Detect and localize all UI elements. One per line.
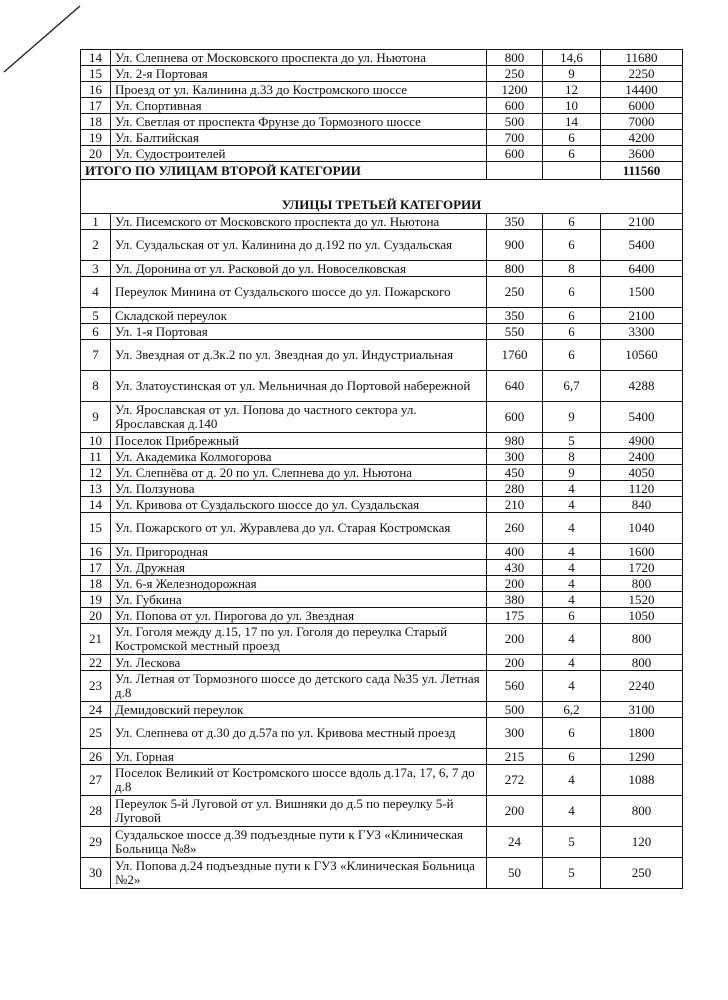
area-value: 6000 [601,98,683,114]
width-value: 4 [543,796,601,827]
total-row [81,162,683,180]
area-value: 2100 [601,308,683,324]
table-row [81,624,683,655]
street-name: Ул. Академика Колмогорова [111,449,487,465]
width-value: 6 [543,749,601,765]
width-value: 4 [543,481,601,497]
row-number: 2 [81,230,111,261]
table-row [81,82,683,98]
street-name: Ул. Попова д.24 подъездные пути к ГУЗ «Клиническая Больница №2» [111,858,487,889]
area-value: 1120 [601,481,683,497]
area-value: 2250 [601,66,683,82]
total-label: ИТОГО ПО УЛИЦАМ ВТОРОЙ КАТЕГОРИИ [81,162,487,180]
street-name: Переулок Минина от Суздальского шоссе до ул. Пожарского [111,277,487,308]
length-value: 600 [487,402,543,433]
length-value: 200 [487,624,543,655]
row-number: 14 [81,497,111,513]
row-number: 25 [81,718,111,749]
row-number: 18 [81,114,111,130]
street-name: Ул. Кривова от Суздальского шоссе до ул. Суздальская [111,497,487,513]
length-value: 1200 [487,82,543,98]
street-name: Ул. Златоустинская от ул. Мельничная до Портовой набережной [111,371,487,402]
total-value: 111560 [601,162,683,180]
row-number: 10 [81,433,111,449]
row-number: 20 [81,146,111,162]
area-value: 800 [601,576,683,592]
street-name: Поселок Прибрежный [111,433,487,449]
table-row [81,371,683,402]
width-value: 8 [543,449,601,465]
row-number: 8 [81,371,111,402]
area-value: 800 [601,624,683,655]
street-name: Переулок 5-й Луговой от ул. Вишняки до д.5 по переулку 5-й Луговой [111,796,487,827]
length-value: 350 [487,308,543,324]
street-name: Ул. 1-я Портовая [111,324,487,340]
width-value: 4 [543,576,601,592]
table-row [81,608,683,624]
width-value: 4 [543,592,601,608]
width-value: 14 [543,114,601,130]
table-row [81,465,683,481]
length-value: 272 [487,765,543,796]
width-value: 9 [543,465,601,481]
street-name: Ул. Слепнева от д.30 до д.57а по ул. Кривова местный проезд [111,718,487,749]
table-row [81,576,683,592]
row-number: 14 [81,50,111,66]
table-row [81,230,683,261]
area-value: 4900 [601,433,683,449]
width-value: 8 [543,261,601,277]
length-value: 50 [487,858,543,889]
length-value: 600 [487,146,543,162]
row-number: 11 [81,449,111,465]
width-value: 14,6 [543,50,601,66]
area-value: 250 [601,858,683,889]
length-value: 640 [487,371,543,402]
width-value: 6 [543,130,601,146]
width-value: 4 [543,671,601,702]
row-number: 24 [81,702,111,718]
second-category-rows [81,50,683,162]
streets-table [80,49,683,889]
section-title: УЛИЦЫ ТРЕТЬЕЙ КАТЕГОРИИ [81,180,683,214]
width-value: 6 [543,608,601,624]
length-value: 175 [487,608,543,624]
width-value: 9 [543,66,601,82]
row-number: 15 [81,66,111,82]
row-number: 4 [81,277,111,308]
street-name: Ул. Звездная от д.3к.2 по ул. Звездная до ул. Индустриальная [111,340,487,371]
width-value: 4 [543,497,601,513]
street-name: Ул. 2-я Портовая [111,66,487,82]
street-name: Демидовский переулок [111,702,487,718]
street-name: Проезд от ул. Калинина д.33 до Костромского шоссе [111,82,487,98]
length-value: 800 [487,50,543,66]
row-number: 20 [81,608,111,624]
street-name: Ул. Пригородная [111,544,487,560]
length-value: 900 [487,230,543,261]
width-value: 4 [543,765,601,796]
table-row [81,146,683,162]
area-value: 1040 [601,513,683,544]
width-value: 4 [543,513,601,544]
second-category-total [81,162,683,214]
area-value: 7000 [601,114,683,130]
table-row [81,214,683,230]
area-value: 3300 [601,324,683,340]
length-value: 550 [487,324,543,340]
width-value: 6,7 [543,371,601,402]
length-value: 560 [487,671,543,702]
row-number: 29 [81,827,111,858]
street-name: Ул. Ярославская от ул. Попова до частного сектора ул. Ярославская д.140 [111,402,487,433]
table-row [81,98,683,114]
table-row [81,827,683,858]
row-number: 27 [81,765,111,796]
area-value: 800 [601,796,683,827]
area-value: 840 [601,497,683,513]
street-name: Ул. Слепнева от Московского проспекта до ул. Ньютона [111,50,487,66]
street-name: Ул. Спортивная [111,98,487,114]
street-name: Ул. Гоголя между д.15, 17 по ул. Гоголя до переулка Старый Костромской местный проезд [111,624,487,655]
street-name: Ул. Судостроителей [111,146,487,162]
area-value: 6400 [601,261,683,277]
row-number: 23 [81,671,111,702]
section-header-row [81,180,683,214]
width-value: 6,2 [543,702,601,718]
length-value: 260 [487,513,543,544]
street-name: Ул. Светлая от проспекта Фрунзе до Тормозного шоссе [111,114,487,130]
table-row [81,592,683,608]
table-row [81,308,683,324]
row-number: 16 [81,82,111,98]
street-name: Складской переулок [111,308,487,324]
row-number: 26 [81,749,111,765]
area-value: 1520 [601,592,683,608]
area-value: 1800 [601,718,683,749]
street-name: Ул. Писемского от Московского проспекта до ул. Ньютона [111,214,487,230]
table-row [81,765,683,796]
table-row [81,50,683,66]
length-value: 200 [487,796,543,827]
street-name: Ул. Попова от ул. Пирогова до ул. Звездная [111,608,487,624]
street-name: Ул. Слепнёва от д. 20 по ул. Слепнева до ул. Ньютона [111,465,487,481]
area-value: 1088 [601,765,683,796]
table-row [81,702,683,718]
row-number: 5 [81,308,111,324]
width-value: 4 [543,624,601,655]
length-value: 500 [487,702,543,718]
width-value: 5 [543,827,601,858]
length-value: 280 [487,481,543,497]
width-value: 6 [543,277,601,308]
area-value: 14400 [601,82,683,98]
width-value: 9 [543,402,601,433]
street-name: Ул. Лескова [111,655,487,671]
row-number: 17 [81,98,111,114]
area-value: 1600 [601,544,683,560]
table-row [81,277,683,308]
length-value: 200 [487,655,543,671]
row-number: 3 [81,261,111,277]
width-value: 6 [543,146,601,162]
total-empty-cell [487,162,543,180]
length-value: 500 [487,114,543,130]
length-value: 980 [487,433,543,449]
area-value: 120 [601,827,683,858]
width-value: 5 [543,858,601,889]
length-value: 800 [487,261,543,277]
area-value: 5400 [601,230,683,261]
width-value: 10 [543,98,601,114]
table-row [81,402,683,433]
area-value: 4200 [601,130,683,146]
total-empty-cell [543,162,601,180]
pen-stroke-mark [0,0,90,80]
table-row [81,114,683,130]
area-value: 1500 [601,277,683,308]
length-value: 380 [487,592,543,608]
street-name: Ул. Суздальская от ул. Калинина до д.192 по ул. Суздальская [111,230,487,261]
table-row [81,340,683,371]
third-category-rows [81,214,683,889]
width-value: 6 [543,230,601,261]
width-value: 6 [543,308,601,324]
row-number: 28 [81,796,111,827]
street-name: Ул. Летная от Тормозного шоссе до детского сада №35 ул. Летная д.8 [111,671,487,702]
table-row [81,261,683,277]
area-value: 2400 [601,449,683,465]
street-name: Ул. Балтийская [111,130,487,146]
length-value: 1760 [487,340,543,371]
table-row [81,513,683,544]
length-value: 430 [487,560,543,576]
length-value: 215 [487,749,543,765]
row-number: 19 [81,592,111,608]
row-number: 21 [81,624,111,655]
length-value: 250 [487,66,543,82]
width-value: 5 [543,433,601,449]
width-value: 4 [543,560,601,576]
row-number: 30 [81,858,111,889]
area-value: 2100 [601,214,683,230]
table-row [81,796,683,827]
length-value: 700 [487,130,543,146]
width-value: 12 [543,82,601,98]
row-number: 16 [81,544,111,560]
row-number: 18 [81,576,111,592]
area-value: 5400 [601,402,683,433]
table-row [81,481,683,497]
row-number: 7 [81,340,111,371]
length-value: 210 [487,497,543,513]
area-value: 2240 [601,671,683,702]
width-value: 6 [543,214,601,230]
row-number: 15 [81,513,111,544]
area-value: 10560 [601,340,683,371]
row-number: 12 [81,465,111,481]
area-value: 11680 [601,50,683,66]
street-name: Ул. Пожарского от ул. Журавлева до ул. Старая Костромская [111,513,487,544]
length-value: 300 [487,718,543,749]
table-row [81,544,683,560]
row-number: 13 [81,481,111,497]
length-value: 450 [487,465,543,481]
area-value: 1050 [601,608,683,624]
table-row [81,324,683,340]
area-value: 800 [601,655,683,671]
table-row [81,449,683,465]
length-value: 600 [487,98,543,114]
row-number: 6 [81,324,111,340]
width-value: 4 [543,544,601,560]
table-row [81,671,683,702]
table-row [81,749,683,765]
length-value: 400 [487,544,543,560]
row-number: 9 [81,402,111,433]
width-value: 6 [543,324,601,340]
table-row [81,66,683,82]
street-name: Ул. Ползунова [111,481,487,497]
row-number: 17 [81,560,111,576]
table-row [81,560,683,576]
width-value: 4 [543,655,601,671]
table-row [81,858,683,889]
length-value: 300 [487,449,543,465]
area-value: 4288 [601,371,683,402]
area-value: 1290 [601,749,683,765]
street-name: Ул. Горная [111,749,487,765]
row-number: 1 [81,214,111,230]
row-number: 19 [81,130,111,146]
table-row [81,130,683,146]
street-name: Суздальское шоссе д.39 подъездные пути к ГУЗ «Клиническая Больница №8» [111,827,487,858]
street-name: Ул. Губкина [111,592,487,608]
length-value: 350 [487,214,543,230]
row-number: 22 [81,655,111,671]
area-value: 3600 [601,146,683,162]
street-name: Ул. 6-я Железнодорожная [111,576,487,592]
length-value: 250 [487,277,543,308]
area-value: 1720 [601,560,683,576]
table-row [81,497,683,513]
area-value: 3100 [601,702,683,718]
street-name: Ул. Доронина от ул. Расковой до ул. Новоселковская [111,261,487,277]
table-row [81,655,683,671]
street-name: Ул. Дружная [111,560,487,576]
table-row [81,718,683,749]
width-value: 6 [543,718,601,749]
table-row [81,433,683,449]
street-name: Поселок Великий от Костромского шоссе вдоль д.17а, 17, 6, 7 до д.8 [111,765,487,796]
length-value: 200 [487,576,543,592]
width-value: 6 [543,340,601,371]
length-value: 24 [487,827,543,858]
area-value: 4050 [601,465,683,481]
